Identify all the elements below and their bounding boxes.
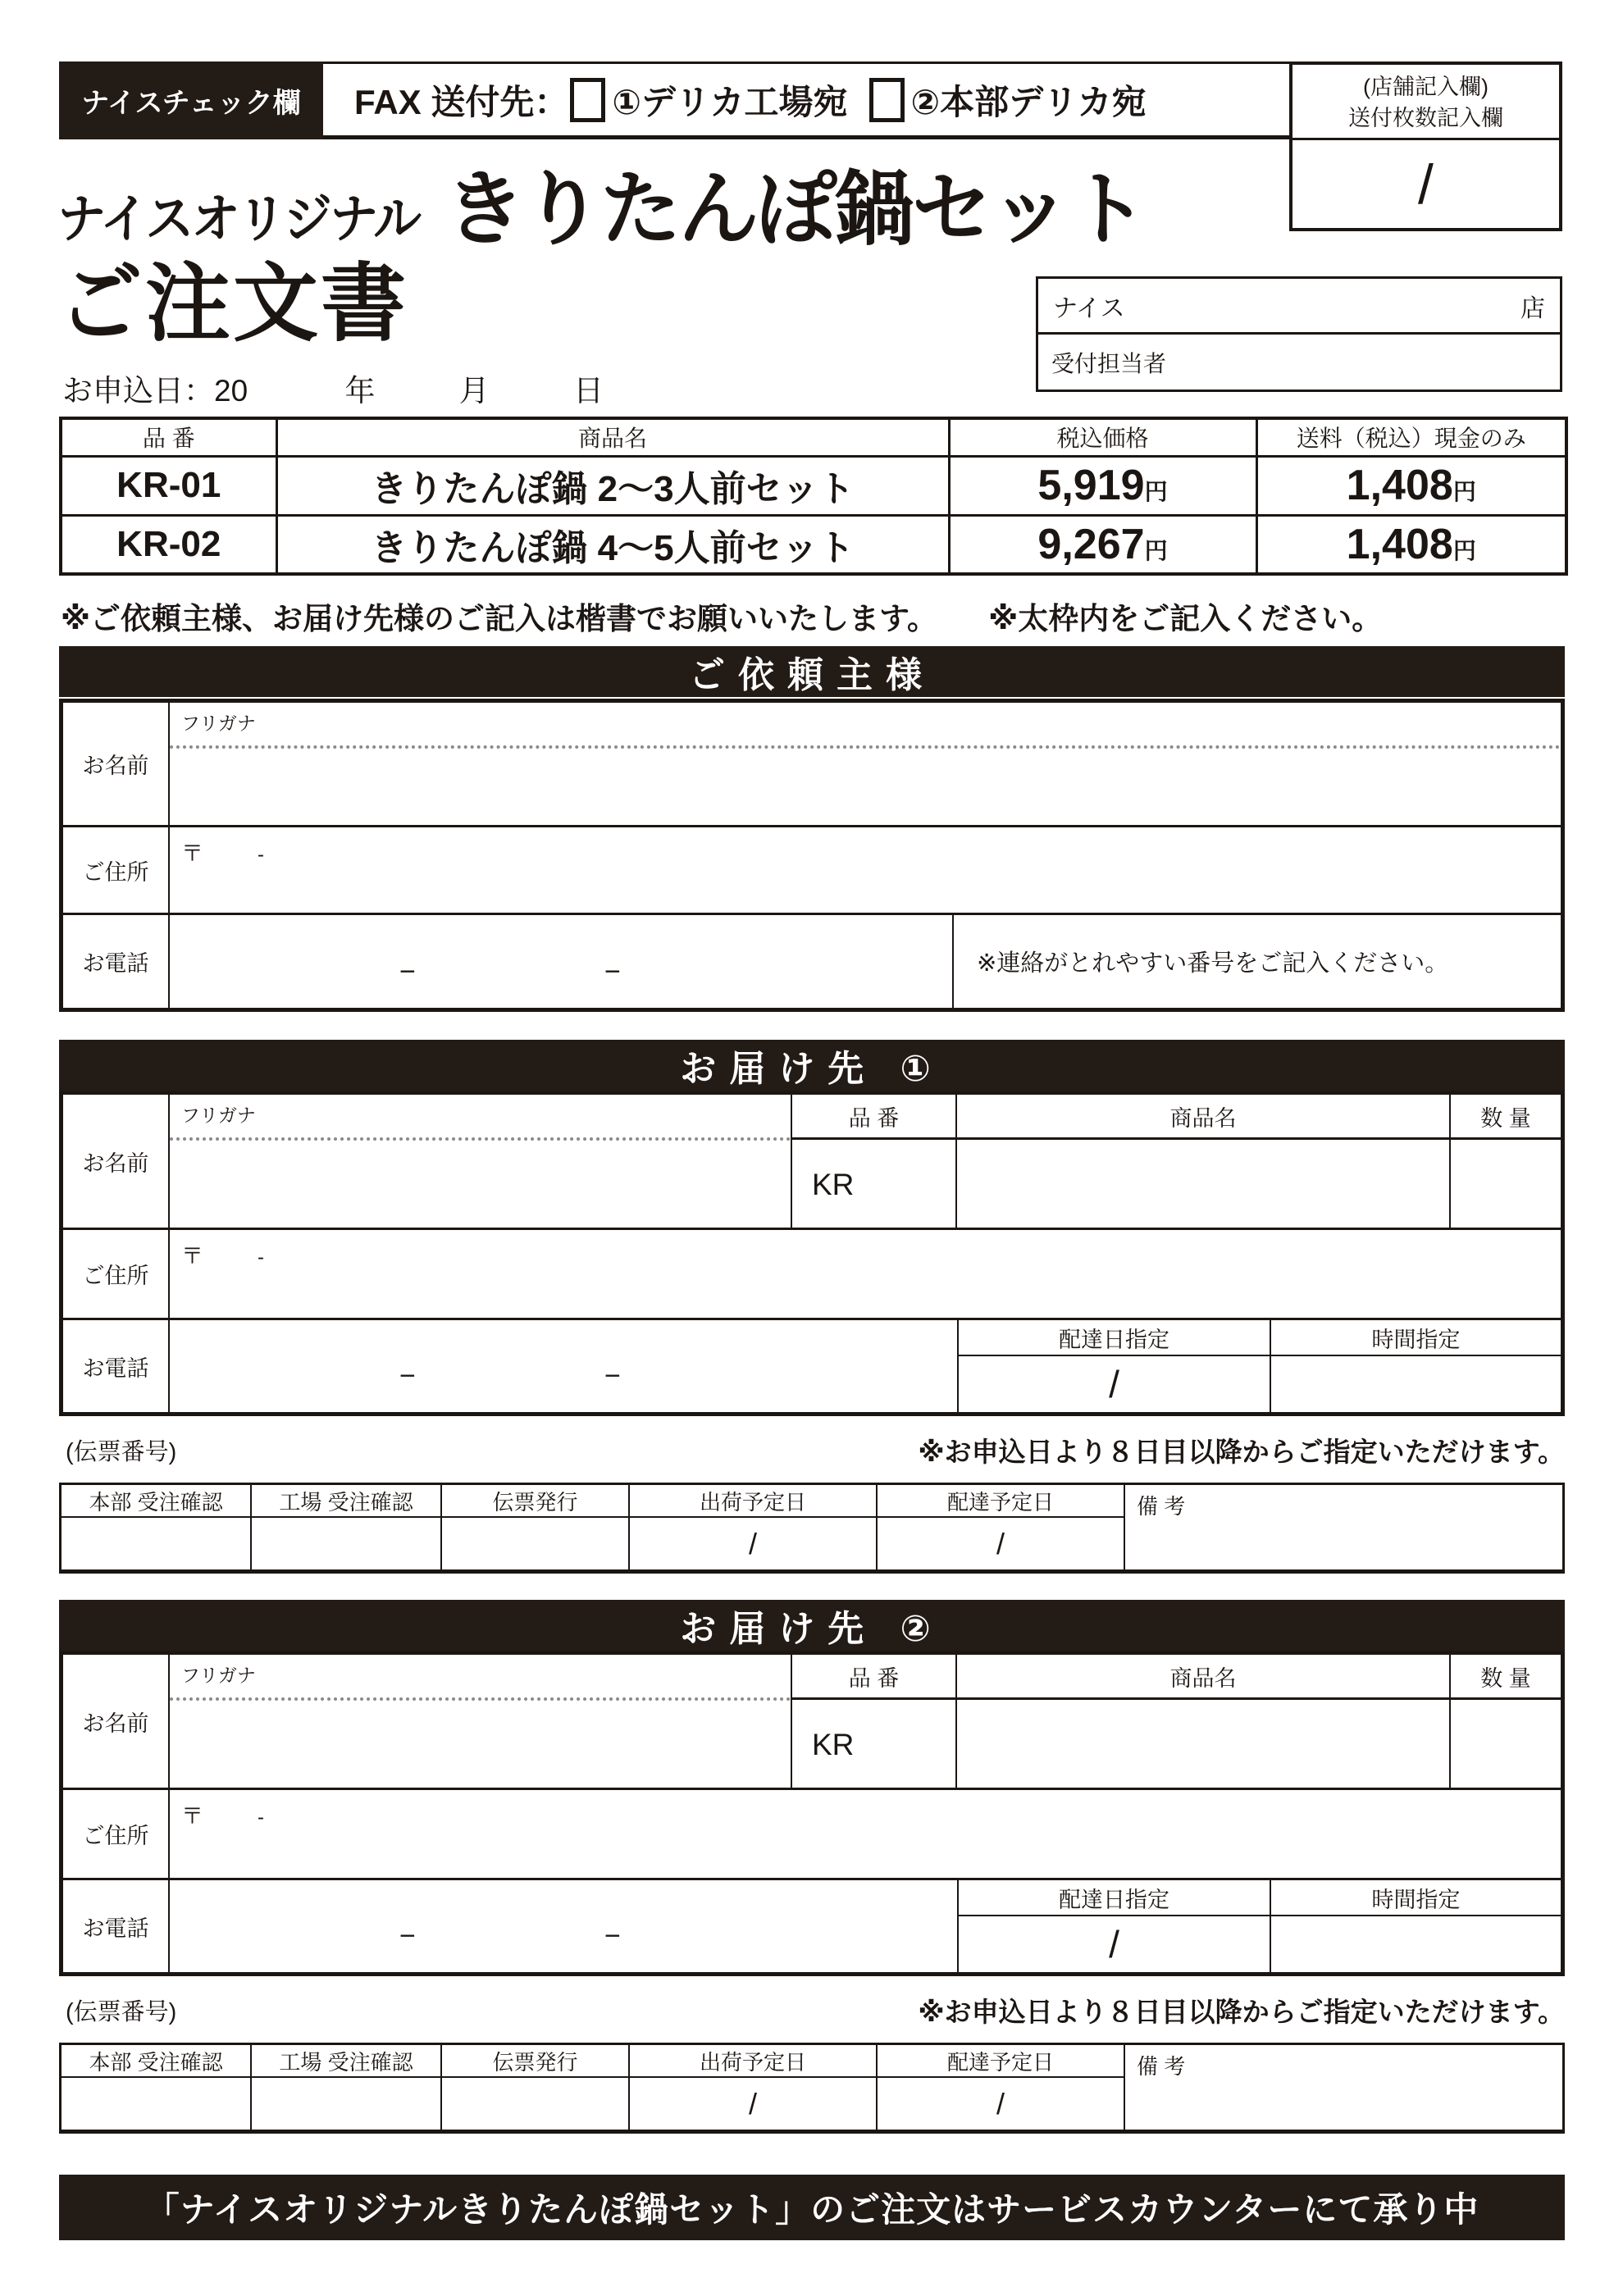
recipient1-phone-row: [63, 1320, 1561, 1412]
head-office-confirm-header: 本部 受注確認: [62, 2045, 250, 2078]
nice-check-label: [59, 61, 323, 139]
delivery-plan-field[interactable]: [878, 2078, 1124, 2130]
orderer-name-row: [63, 703, 1561, 827]
orderer-phone-field[interactable]: [170, 915, 954, 1008]
store-name-row[interactable]: [1038, 279, 1560, 335]
slip-issue-field[interactable]: [442, 2078, 628, 2130]
delivery-plan-col: [878, 2045, 1125, 2130]
head-office-confirm-col: [62, 2045, 252, 2130]
ship-date-field[interactable]: [630, 1518, 876, 1569]
slip-issue-field[interactable]: [442, 1518, 628, 1569]
document-title: ご注文書: [57, 257, 409, 352]
recipient1-qty-field[interactable]: [1451, 1140, 1561, 1228]
orderer-table: [59, 699, 1565, 1012]
recipient2-delivery-date-col: [959, 1880, 1271, 1972]
item-name-header: 商品名: [957, 1655, 1449, 1700]
slash-mark: /: [996, 2086, 1005, 2121]
postal-dash: -: [258, 844, 264, 866]
ship-date-header: 出荷予定日: [630, 1485, 876, 1518]
qty-header: 数 量: [1451, 1095, 1561, 1140]
delivery-plan-header: 配達予定日: [878, 2045, 1124, 2078]
slash-mark: /: [748, 1526, 757, 1560]
recipient2-section-header: [59, 1600, 1565, 1651]
slash-mark: /: [1418, 153, 1434, 216]
recipient1-name-field[interactable]: [170, 1095, 792, 1228]
phone-label: お電話: [63, 1320, 170, 1412]
recipient2-section-title: お届け先 ②: [680, 1609, 944, 1649]
slip-number-label[interactable]: (伝票番号): [66, 1438, 177, 1465]
application-date-prefix: お申込日：20: [62, 374, 248, 408]
phone-dash: −: [399, 1360, 416, 1392]
slip-issue-header: 伝票発行: [442, 2045, 628, 2078]
phone-dash: −: [399, 955, 416, 987]
factory-confirm-header: 工場 受注確認: [252, 2045, 440, 2078]
recipient2-name-field[interactable]: [170, 1655, 792, 1788]
postal-line: [181, 836, 264, 868]
recipient2-slip-row: [59, 1979, 1565, 2041]
price-unit: 円: [1144, 479, 1168, 504]
item-code-header: 品 番: [792, 1095, 955, 1140]
phone-dash: −: [604, 955, 621, 987]
recipient2-section: [59, 1600, 1565, 2134]
brand-title: ナイスオリジナル: [57, 189, 420, 248]
factory-confirm-col: [252, 1485, 442, 1569]
kaisho-note: ※ご依頼主様、お届け先様のご記入は楷書でお願いいたします。: [61, 602, 938, 636]
fax-prefix: FAX 送付先：: [354, 82, 569, 121]
factory-confirm-header: 工場 受注確認: [252, 1485, 440, 1518]
shipping-unit: 円: [1452, 479, 1476, 504]
factory-confirm-field[interactable]: [252, 2078, 440, 2130]
recipient2-phone-row: [63, 1880, 1561, 1972]
product-table-header: [61, 418, 1566, 456]
postal-dash: -: [258, 1806, 264, 1829]
product-price: [949, 515, 1256, 574]
phone-dash: −: [604, 1920, 621, 1952]
recipient1-qty-col: [1451, 1095, 1561, 1228]
recipient1-section-title: お届け先 ①: [680, 1049, 944, 1089]
furigana-label: フリガナ: [181, 1665, 256, 1686]
recipient2-item-code-col: [792, 1655, 957, 1788]
product-shipping: [1256, 456, 1566, 515]
phone-note: ※連絡がとれやすい番号をご記入ください。: [977, 950, 1449, 977]
shipping-unit: 円: [1452, 537, 1476, 563]
price-value: 9,267: [1037, 520, 1145, 568]
recipient1-phone-field[interactable]: [170, 1320, 959, 1412]
price-unit: 円: [1144, 537, 1168, 563]
product-table: [59, 417, 1568, 576]
fax-option2-checkbox[interactable]: [869, 78, 905, 122]
recipient1-item-name-field[interactable]: [957, 1140, 1449, 1228]
ship-date-field[interactable]: [630, 2078, 876, 2130]
nice-check-text: ナイスチェック欄: [81, 88, 301, 119]
application-date-line[interactable]: [62, 366, 604, 410]
name-label: お名前: [63, 1095, 170, 1228]
recipient1-delivery-date-field[interactable]: [959, 1356, 1270, 1412]
slip-issue-header: 伝票発行: [442, 1485, 628, 1518]
shipping-value: 1,408: [1346, 520, 1453, 568]
orderer-name-field[interactable]: [170, 703, 1561, 825]
slash-mark: /: [996, 1526, 1005, 1560]
head-office-confirm-col: [62, 1485, 252, 1569]
recipient1-item-code-field[interactable]: [792, 1140, 955, 1228]
recipient2-delivery-time-col: [1271, 1880, 1561, 1972]
store-name-suffix: 店: [1520, 294, 1545, 322]
remarks-header: 備 考: [1137, 2054, 1186, 2079]
recipient1-item-name-col: [957, 1095, 1451, 1228]
recipient1-name-row: [63, 1095, 1561, 1230]
postal-dash: -: [258, 1246, 264, 1269]
postal-mark: 〒: [181, 1244, 203, 1269]
qty-header: 数 量: [1451, 1655, 1561, 1700]
name-label: お名前: [63, 703, 170, 825]
address-label: ご住所: [63, 1790, 170, 1878]
name-label: お名前: [63, 1655, 170, 1788]
product-title: きりたんぽ鍋セット: [444, 163, 1146, 254]
recipient1-slip-row: [59, 1419, 1565, 1481]
furigana-divider: [170, 1137, 791, 1141]
recipient1-address-field[interactable]: [170, 1230, 1561, 1318]
store-entry-box: [1289, 61, 1562, 231]
ship-date-col: [630, 1485, 878, 1569]
recipient2-item-name-field[interactable]: [957, 1700, 1449, 1788]
item-code-prefill: KR: [812, 1168, 855, 1201]
fax-option2-label: ②本部デリカ宛: [910, 82, 1147, 121]
product-name: きりたんぽ鍋 4〜5人前セット: [276, 515, 949, 574]
staff-label: 受付担当者: [1051, 350, 1167, 376]
phone-label: お電話: [63, 1880, 170, 1972]
remarks-col: [1125, 1485, 1562, 1569]
orderer-phone-row: [63, 915, 1561, 1008]
delivery-date-note: ※お申込日より８日目以降からご指定いただけます。: [918, 1436, 1565, 1467]
store-entry-note-line1: (店舗記入欄): [1363, 75, 1489, 99]
furigana-divider: [170, 745, 1561, 749]
fax-destination-row: [323, 61, 1289, 139]
col-price-header: 税込価格: [949, 418, 1256, 456]
orderer-address-field[interactable]: [170, 827, 1561, 913]
recipient1-delivery-time-col: [1271, 1320, 1561, 1412]
product-code: KR-02: [61, 515, 276, 574]
recipient2-item-code-field[interactable]: [792, 1700, 955, 1788]
factory-confirm-col: [252, 2045, 442, 2130]
recipient2-status-table: [59, 2043, 1565, 2134]
orderer-address-row: [63, 827, 1561, 915]
slash-mark: /: [1109, 1363, 1119, 1405]
orderer-section-header: [59, 646, 1565, 697]
product-shipping: [1256, 515, 1566, 574]
delivery-plan-col: [878, 1485, 1125, 1569]
recipient1-status-table: [59, 1483, 1565, 1574]
factory-confirm-field[interactable]: [252, 1518, 440, 1569]
head-office-confirm-field[interactable]: [62, 2078, 250, 2130]
furigana-divider: [170, 1697, 791, 1701]
slip-number-label[interactable]: (伝票番号): [66, 1998, 177, 2025]
recipient1-section: [59, 1040, 1565, 1574]
remarks-header: 備 考: [1137, 1494, 1186, 1519]
orderer-section-title: ご依頼主様: [689, 655, 935, 695]
ship-date-col: [630, 2045, 878, 2130]
postal-line: [181, 1238, 264, 1270]
footer-banner-text: 「ナイスオリジナルきりたんぽ鍋セット」のご注文はサービスカウンターにて承り中: [144, 2190, 1479, 2229]
recipient2-qty-col: [1451, 1655, 1561, 1788]
postal-line: [181, 1798, 264, 1830]
recipient1-item-code-col: [792, 1095, 957, 1228]
table-row: [61, 515, 1566, 574]
recipient2-phone-field[interactable]: [170, 1880, 959, 1972]
head-office-confirm-field[interactable]: [62, 1518, 250, 1569]
fax-option1-checkbox[interactable]: [570, 78, 605, 122]
fax-option1-label: ①デリカ工場宛: [612, 82, 848, 121]
day-label: 日: [573, 374, 604, 408]
product-code: KR-01: [61, 456, 276, 515]
recipient2-qty-field[interactable]: [1451, 1700, 1561, 1788]
shipping-value: 1,408: [1346, 462, 1453, 509]
slip-issue-col: [442, 1485, 630, 1569]
phone-label: お電話: [63, 915, 170, 1008]
price-value: 5,919: [1037, 462, 1145, 509]
recipient2-item-name-col: [957, 1655, 1451, 1788]
item-code-prefill: KR: [812, 1728, 855, 1761]
slip-issue-col: [442, 2045, 630, 2130]
recipient1-delivery-time-field[interactable]: [1271, 1356, 1561, 1412]
col-name-header: 商品名: [276, 418, 949, 456]
address-label: ご住所: [63, 1230, 170, 1318]
store-name-prefix: ナイス: [1053, 294, 1125, 322]
delivery-date-note: ※お申込日より８日目以降からご指定いただけます。: [918, 1996, 1565, 2027]
staff-row[interactable]: [1038, 335, 1560, 390]
slash-mark: /: [748, 2086, 757, 2121]
table-row: [61, 456, 1566, 515]
sheet-count-field[interactable]: [1292, 140, 1559, 228]
recipient2-address-row: [63, 1790, 1561, 1880]
product-price: [949, 456, 1256, 515]
recipient1-delivery-date-col: [959, 1320, 1271, 1412]
product-name: きりたんぽ鍋 2〜3人前セット: [276, 456, 949, 515]
store-entry-note-line2: 送付枚数記入欄: [1348, 105, 1503, 130]
col-shipping-header: 送料（税込）現金のみ: [1256, 418, 1566, 456]
recipient2-address-field[interactable]: [170, 1790, 1561, 1878]
delivery-date-header: 配達日指定: [959, 1880, 1270, 1916]
item-code-header: 品 番: [792, 1655, 955, 1700]
recipient2-name-row: [63, 1655, 1561, 1790]
address-label: ご住所: [63, 827, 170, 913]
fill-in-notes: [61, 594, 1382, 638]
col-code-header: 品 番: [61, 418, 276, 456]
delivery-plan-header: 配達予定日: [878, 1485, 1124, 1518]
furigana-label: フリガナ: [181, 1105, 256, 1126]
month-label: 月: [458, 374, 490, 408]
recipient1-address-row: [63, 1230, 1561, 1320]
recipient2-delivery-date-field[interactable]: [959, 1916, 1270, 1972]
store-staff-box: [1036, 276, 1562, 392]
delivery-time-header: 時間指定: [1271, 1880, 1561, 1916]
slash-mark: /: [1109, 1923, 1119, 1966]
furigana-label: フリガナ: [181, 713, 256, 734]
delivery-plan-field[interactable]: [878, 1518, 1124, 1569]
thick-frame-note: ※太枠内をご記入ください。: [988, 602, 1383, 636]
phone-dash: −: [604, 1360, 621, 1392]
recipient2-table: [59, 1651, 1565, 1976]
phone-dash: −: [399, 1920, 416, 1952]
recipient2-delivery-time-field[interactable]: [1271, 1916, 1561, 1972]
item-name-header: 商品名: [957, 1095, 1449, 1140]
recipient1-section-header: [59, 1040, 1565, 1091]
year-label: 年: [344, 374, 376, 408]
delivery-time-header: 時間指定: [1271, 1320, 1561, 1356]
delivery-date-header: 配達日指定: [959, 1320, 1270, 1356]
recipient1-table: [59, 1091, 1565, 1416]
remarks-col: [1125, 2045, 1562, 2130]
store-entry-note: [1292, 65, 1559, 140]
ship-date-header: 出荷予定日: [630, 2045, 876, 2078]
footer-banner: [59, 2175, 1565, 2240]
postal-mark: 〒: [181, 1804, 203, 1829]
head-office-confirm-header: 本部 受注確認: [62, 1485, 250, 1518]
postal-mark: 〒: [181, 841, 203, 866]
